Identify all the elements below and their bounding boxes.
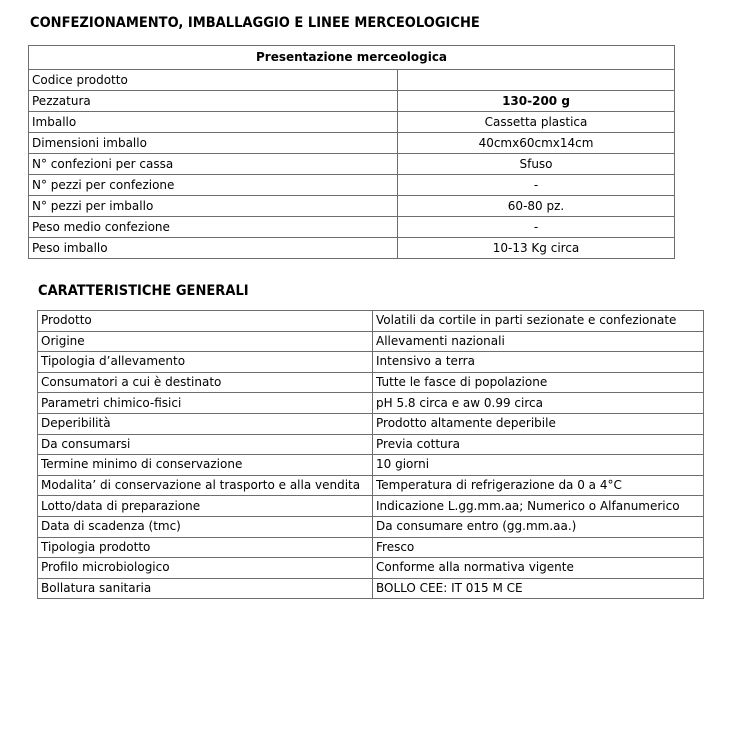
packaging-row-pezzatura [29,91,675,112]
packaging-row-value: - [398,217,675,238]
general-row-value: Fresco [373,537,704,558]
general-characteristics-table [37,310,704,599]
packaging-row-value: 60-80 pz. [398,196,675,217]
general-row-value: Indicazione L.gg.mm.aa; Numerico o Alfanumerico [373,496,704,517]
general-row-prodotto [38,311,704,332]
general-row-value: Temperatura di refrigerazione da 0 a 4°C [373,475,704,496]
general-row-value: Prodotto altamente deperibile [373,413,704,434]
packaging-table-header-row [29,46,675,70]
packaging-row-label: Imballo [29,112,398,133]
packaging-row-label: Codice prodotto [29,70,398,91]
general-row-value: BOLLO CEE: IT 015 M CE [373,578,704,599]
general-row-da-consumarsi [38,434,704,455]
general-row-lotto-data [38,496,704,517]
general-row-deperibilita [38,413,704,434]
packaging-row-label: Pezzatura [29,91,398,112]
packaging-row-label: Peso imballo [29,238,398,259]
packaging-row-codice-prodotto [29,70,675,91]
general-row-label: Data di scadenza (tmc) [38,516,373,537]
general-row-value: Volatili da cortile in parti sezionate e confezionate [373,311,704,332]
packaging-row-value: Sfuso [398,154,675,175]
packaging-row-label: N° confezioni per cassa [29,154,398,175]
general-row-value: pH 5.8 circa e aw 0.99 circa [373,393,704,414]
packaging-row-pezzi-per-confezione [29,175,675,196]
packaging-row-confezioni-per-cassa [29,154,675,175]
general-row-label: Prodotto [38,311,373,332]
packaging-row-label: Peso medio confezione [29,217,398,238]
general-row-modalita-conservazione [38,475,704,496]
general-section-title: CARATTERISTICHE GENERALI [38,283,249,299]
packaging-table-header: Presentazione merceologica [29,46,675,70]
packaging-row-value [398,70,675,91]
packaging-row-peso-medio-confezione [29,217,675,238]
packaging-section-title: CONFEZIONAMENTO, IMBALLAGGIO E LINEE MERCEOLOGICHE [30,15,480,31]
general-row-tipologia-allevamento [38,352,704,373]
general-row-label: Modalita’ di conservazione al trasporto e alla vendita [38,475,373,496]
packaging-row-imballo [29,112,675,133]
general-row-label: Profilo microbiologico [38,558,373,579]
general-row-termine-minimo [38,455,704,476]
general-row-value: Previa cottura [373,434,704,455]
general-row-parametri-chimico-fisici [38,393,704,414]
packaging-row-dimensioni-imballo [29,133,675,154]
packaging-row-value: 130-200 g [398,91,675,112]
general-row-tipologia-prodotto [38,537,704,558]
packaging-row-label: N° pezzi per imballo [29,196,398,217]
packaging-table [28,45,675,259]
general-row-value: Conforme alla normativa vigente [373,558,704,579]
general-row-data-scadenza [38,516,704,537]
general-row-label: Deperibilità [38,413,373,434]
packaging-row-value: Cassetta plastica [398,112,675,133]
general-row-label: Origine [38,331,373,352]
general-row-label: Lotto/data di preparazione [38,496,373,517]
packaging-row-value: 40cmx60cmx14cm [398,133,675,154]
general-row-label: Parametri chimico-fisici [38,393,373,414]
packaging-row-value: - [398,175,675,196]
general-row-bollatura-sanitaria [38,578,704,599]
general-row-consumatori [38,372,704,393]
general-row-value: Intensivo a terra [373,352,704,373]
general-row-value: Allevamenti nazionali [373,331,704,352]
general-row-value: Tutte le fasce di popolazione [373,372,704,393]
general-row-origine [38,331,704,352]
packaging-row-label: N° pezzi per confezione [29,175,398,196]
general-row-label: Tipologia d’allevamento [38,352,373,373]
general-row-profilo-microbiologico [38,558,704,579]
general-row-label: Da consumarsi [38,434,373,455]
general-row-value: 10 giorni [373,455,704,476]
general-row-label: Bollatura sanitaria [38,578,373,599]
packaging-row-pezzi-per-imballo [29,196,675,217]
packaging-row-peso-imballo [29,238,675,259]
general-row-label: Tipologia prodotto [38,537,373,558]
packaging-row-label: Dimensioni imballo [29,133,398,154]
general-row-label: Termine minimo di conservazione [38,455,373,476]
general-row-value: Da consumare entro (gg.mm.aa.) [373,516,704,537]
general-row-label: Consumatori a cui è destinato [38,372,373,393]
packaging-row-value: 10-13 Kg circa [398,238,675,259]
